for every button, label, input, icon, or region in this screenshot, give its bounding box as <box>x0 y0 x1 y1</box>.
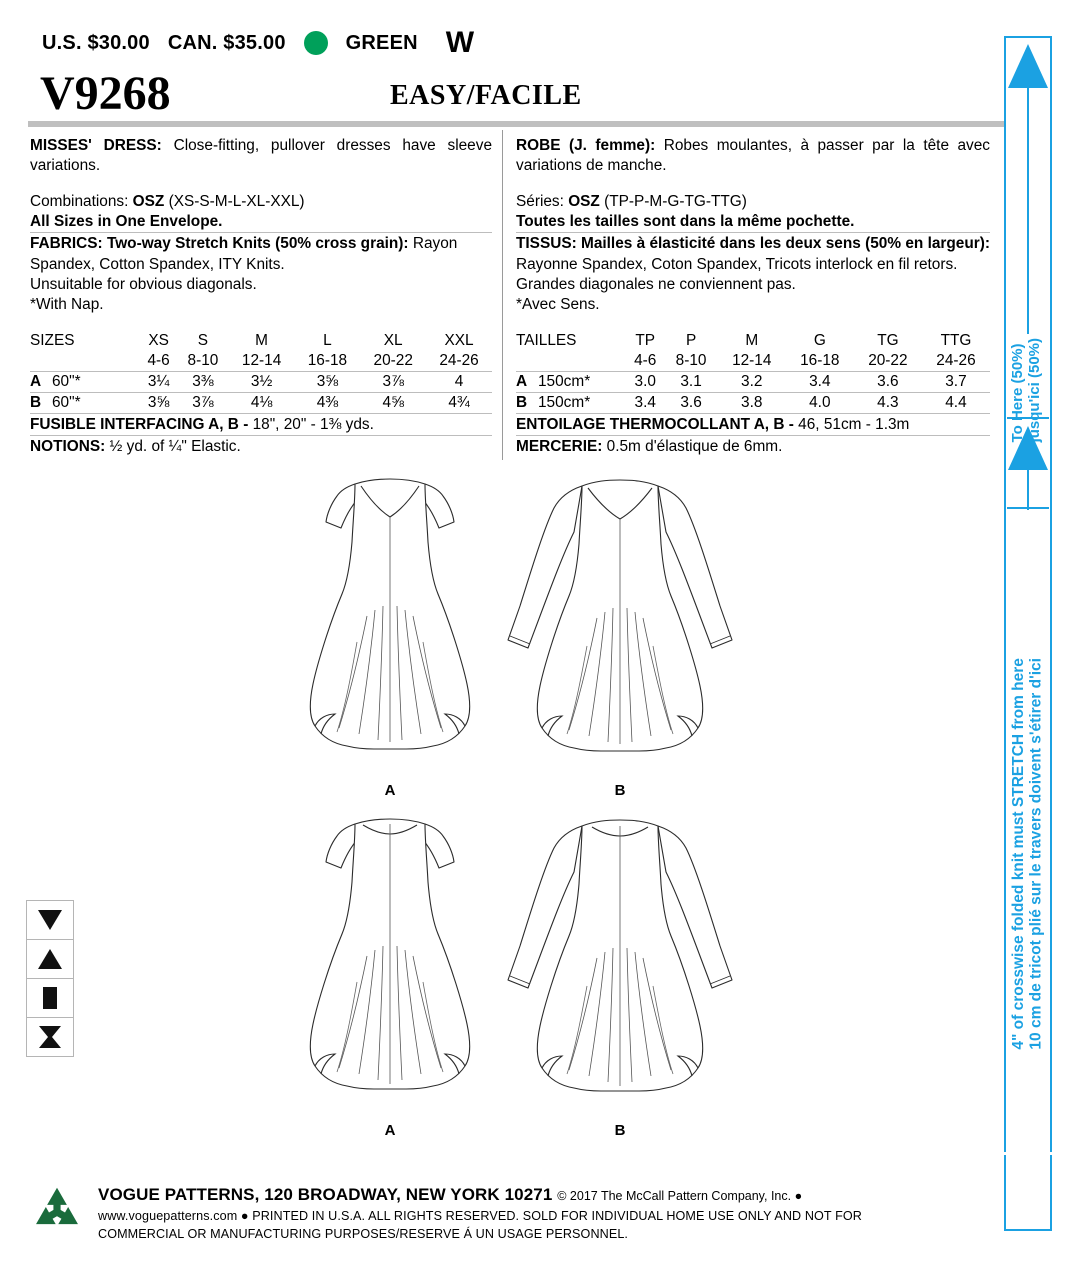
table-row <box>30 372 492 393</box>
table-numeric-row <box>516 351 990 372</box>
size-numeric-2: 12-14 <box>732 352 772 369</box>
fabric-width: 60"* <box>52 372 140 393</box>
size-header-1: P <box>685 332 697 349</box>
difficulty-label: EASY/FACILE <box>390 80 582 111</box>
fabric-layout-key <box>26 900 74 1057</box>
yardage-value: 3.8 <box>718 393 786 414</box>
fr-fabrics-label: TISSUS: Mailles à élasticité dans les deux sens (50% en largeur): <box>516 235 990 253</box>
illustration-view-b-front <box>500 470 740 805</box>
yardage-table-english <box>30 332 492 413</box>
en-garment-desc: Close-fitting, pullover dresses have sleeve variations. <box>30 137 492 175</box>
yardage-value: 4¾ <box>426 393 492 414</box>
yardage-value: 3¼ <box>140 372 177 393</box>
fr-unsuitable: Grandes diagonales ne conviennent pas. <box>516 275 796 293</box>
en-unsuitable: Unsuitable for obvious diagonals. <box>30 275 257 293</box>
size-numeric-4: 20-22 <box>868 352 908 369</box>
arrow-up-top-icon <box>1008 44 1048 88</box>
en-combinations-code: OSZ <box>132 192 165 210</box>
size-header-2: M <box>745 332 759 349</box>
fr-combinations-code: OSZ <box>568 192 600 210</box>
color-label: GREEN <box>345 31 418 54</box>
fr-nap: *Avec Sens. <box>516 296 600 314</box>
view-label: B <box>516 393 538 414</box>
view-label: B <box>30 393 52 414</box>
yardage-value: 3⅜ <box>177 372 229 393</box>
size-header-0: TP <box>635 332 656 349</box>
size-numeric-4: 20-22 <box>373 352 413 369</box>
fabric-width: 60"* <box>52 393 140 414</box>
yardage-value: 3.1 <box>664 372 717 393</box>
table-row <box>516 393 990 414</box>
hourglass-symbol-cell <box>27 1018 73 1056</box>
illustration-view-a-front <box>275 470 505 805</box>
fr-combinations-sizes: (TP-P-M-G-TG-TTG) <box>604 192 747 210</box>
dress-a-back-drawing <box>275 810 505 1140</box>
table-title: TAILLES <box>516 332 577 349</box>
triangle-down-icon <box>37 909 63 931</box>
fabric-width: 150cm* <box>538 372 626 393</box>
yardage-table-french <box>516 332 990 413</box>
english-description-column <box>30 136 492 316</box>
size-header-3: G <box>813 332 826 349</box>
yardage-value: 3.6 <box>664 393 717 414</box>
size-header-1: S <box>197 332 209 349</box>
size-header-4: TG <box>877 332 899 349</box>
fr-all-sizes: Toutes les tailles sont dans la même pochette. <box>516 212 855 230</box>
stretch-gauge-arrows <box>1006 38 1050 1229</box>
fr-combinations-label: Séries: <box>516 192 564 210</box>
table-numeric-row <box>30 351 492 372</box>
price-can: CAN. $35.00 <box>167 31 286 54</box>
fr-fabrics-list: Rayonne Spandex, Coton Spandex, Tricots interlock en fil retors. <box>516 255 958 273</box>
view-label: A <box>516 372 538 393</box>
yardage-value: 3⅞ <box>360 372 426 393</box>
dress-b-back-drawing <box>500 810 740 1140</box>
table-row <box>30 393 492 414</box>
yardage-value: 3.7 <box>922 372 990 393</box>
french-description-column <box>516 136 990 316</box>
yardage-value: 3½ <box>229 372 295 393</box>
en-nap: *With Nap. <box>30 296 104 314</box>
interfacing-note: ENTOILAGE THERMOCOLLANT A, B - 46, 51cm - 1.3m <box>516 413 990 435</box>
size-numeric-5: 24-26 <box>936 352 976 369</box>
interfacing-note: FUSIBLE INTERFACING A, B - 18", 20" - 1⅜ yds. <box>30 413 492 435</box>
header-divider <box>28 121 1004 127</box>
size-header-5: XXL <box>444 332 474 349</box>
yardage-value: 3.0 <box>626 372 664 393</box>
footer-company-line <box>98 1185 988 1205</box>
yardage-value: 3.6 <box>854 372 922 393</box>
en-garment-label: MISSES' DRESS: <box>30 137 162 154</box>
footer-legal-line-1: www.voguepatterns.com ● PRINTED IN U.S.A. ALL RIGHTS RESERVED. SOLD FOR INDIVIDUAL HOME USE ONLY AND NOT FOR <box>98 1209 862 1223</box>
en-fabrics-list: Rayon Spandex, Cotton Spandex, ITY Knits. <box>30 235 458 273</box>
gauge-bottom-text <box>1010 658 1045 1050</box>
color-dot-icon <box>304 31 328 55</box>
dress-a-front-drawing <box>275 470 505 800</box>
yardage-value: 4⅜ <box>295 393 361 414</box>
yardage-value: 3.2 <box>718 372 786 393</box>
yardage-value: 4.3 <box>854 393 922 414</box>
figure-label-a-back: A <box>384 1122 396 1139</box>
triangle-up-icon <box>37 948 63 970</box>
stretch-gauge <box>1004 36 1052 1231</box>
page-title: V9268 <box>40 67 171 120</box>
rectangle-icon <box>37 986 63 1010</box>
footer-copyright: © 2017 The McCall Pattern Company, Inc. ● <box>557 1189 803 1203</box>
table-header-row <box>30 332 492 351</box>
size-header-3: L <box>323 332 332 349</box>
dress-b-front-drawing <box>500 470 740 800</box>
fabric-width: 150cm* <box>538 393 626 414</box>
footer-address: VOGUE PATTERNS, 120 BROADWAY, NEW YORK 10271 <box>98 1185 553 1204</box>
size-numeric-0: 4-6 <box>147 352 170 369</box>
recycle-icon <box>30 1186 84 1238</box>
rectangle-symbol-cell <box>27 979 73 1018</box>
yardage-value: 4.0 <box>786 393 854 414</box>
size-header-2: M <box>255 332 268 349</box>
size-header-5: TTG <box>940 332 972 349</box>
triangle-down-symbol-cell <box>27 901 73 940</box>
table-header-row <box>516 332 990 351</box>
notions-note: NOTIONS: ½ yd. of ¼" Elastic. <box>30 435 492 457</box>
yardage-value: 4⅝ <box>360 393 426 414</box>
yardage-value: 3⅝ <box>295 372 361 393</box>
figure-label-b-back: B <box>614 1122 626 1139</box>
yardage-value: 4⅛ <box>229 393 295 414</box>
en-combinations-label: Combinations: <box>30 192 129 210</box>
illustration-view-a-back <box>275 810 505 1145</box>
gauge-to-here-fr: jusqu'ici (50%) <box>1025 338 1043 443</box>
en-all-sizes: All Sizes in One Envelope. <box>30 212 223 230</box>
price-line <box>42 28 474 58</box>
size-numeric-0: 4-6 <box>634 352 657 369</box>
size-numeric-5: 24-26 <box>439 352 479 369</box>
price-us: U.S. $30.00 <box>42 31 150 54</box>
size-header-4: XL <box>383 332 403 349</box>
yardage-value: 3.4 <box>626 393 664 414</box>
gauge-to-here-text <box>1010 338 1044 442</box>
size-numeric-2: 12-14 <box>241 352 282 369</box>
size-header-0: XS <box>148 332 169 349</box>
table-row <box>516 372 990 393</box>
yardage-value: 3⅞ <box>177 393 229 414</box>
garment-illustrations <box>250 470 770 1150</box>
figure-label-a-front: A <box>384 782 396 799</box>
gauge-bottom-fr: 10 cm de tricot plié sur le travers doivent s'étirer d'ici <box>1027 658 1045 1050</box>
gauge-to-here-en: To Here (50%) <box>1009 343 1026 443</box>
english-notes <box>30 413 492 457</box>
yardage-value: 4 <box>426 372 492 393</box>
en-fabrics-label: FABRICS: Two-way Stretch Knits (50% cross grain): <box>30 235 409 253</box>
size-numeric-1: 8-10 <box>675 352 707 369</box>
notions-note: MERCERIE: 0.5m d'élastique de 6mm. <box>516 435 990 457</box>
yardage-value: 3.4 <box>786 372 854 393</box>
yardage-value: 3⅝ <box>140 393 177 414</box>
footer <box>98 1185 988 1243</box>
footer-legal-line-2: COMMERCIAL OR MANUFACTURING PURPOSES/RESERVE Á UN USAGE PERSONNEL. <box>98 1227 629 1241</box>
figure-label-b-front: B <box>614 782 626 799</box>
size-numeric-3: 16-18 <box>800 352 840 369</box>
view-label: A <box>30 372 52 393</box>
triangle-up-symbol-cell <box>27 940 73 979</box>
size-numeric-1: 8-10 <box>187 352 219 369</box>
brand-mark-w: W <box>445 26 475 59</box>
hourglass-icon <box>37 1025 63 1049</box>
en-combinations-sizes: (XS-S-M-L-XL-XXL) <box>168 192 305 210</box>
fr-garment-desc: Robes moulantes, à passer par la tête avec variations de manche. <box>516 137 990 175</box>
size-numeric-3: 16-18 <box>307 352 348 369</box>
french-notes <box>516 413 990 457</box>
illustration-view-b-back <box>500 810 740 1145</box>
yardage-value: 4.4 <box>922 393 990 414</box>
table-title: SIZES <box>30 332 75 349</box>
column-divider <box>502 130 503 460</box>
fr-garment-label: ROBE (J. femme): <box>516 137 656 154</box>
gauge-bottom-mask <box>1004 1152 1052 1155</box>
gauge-bottom-en: 4" of crosswise folded knit must STRETCH from here <box>1010 658 1027 1050</box>
